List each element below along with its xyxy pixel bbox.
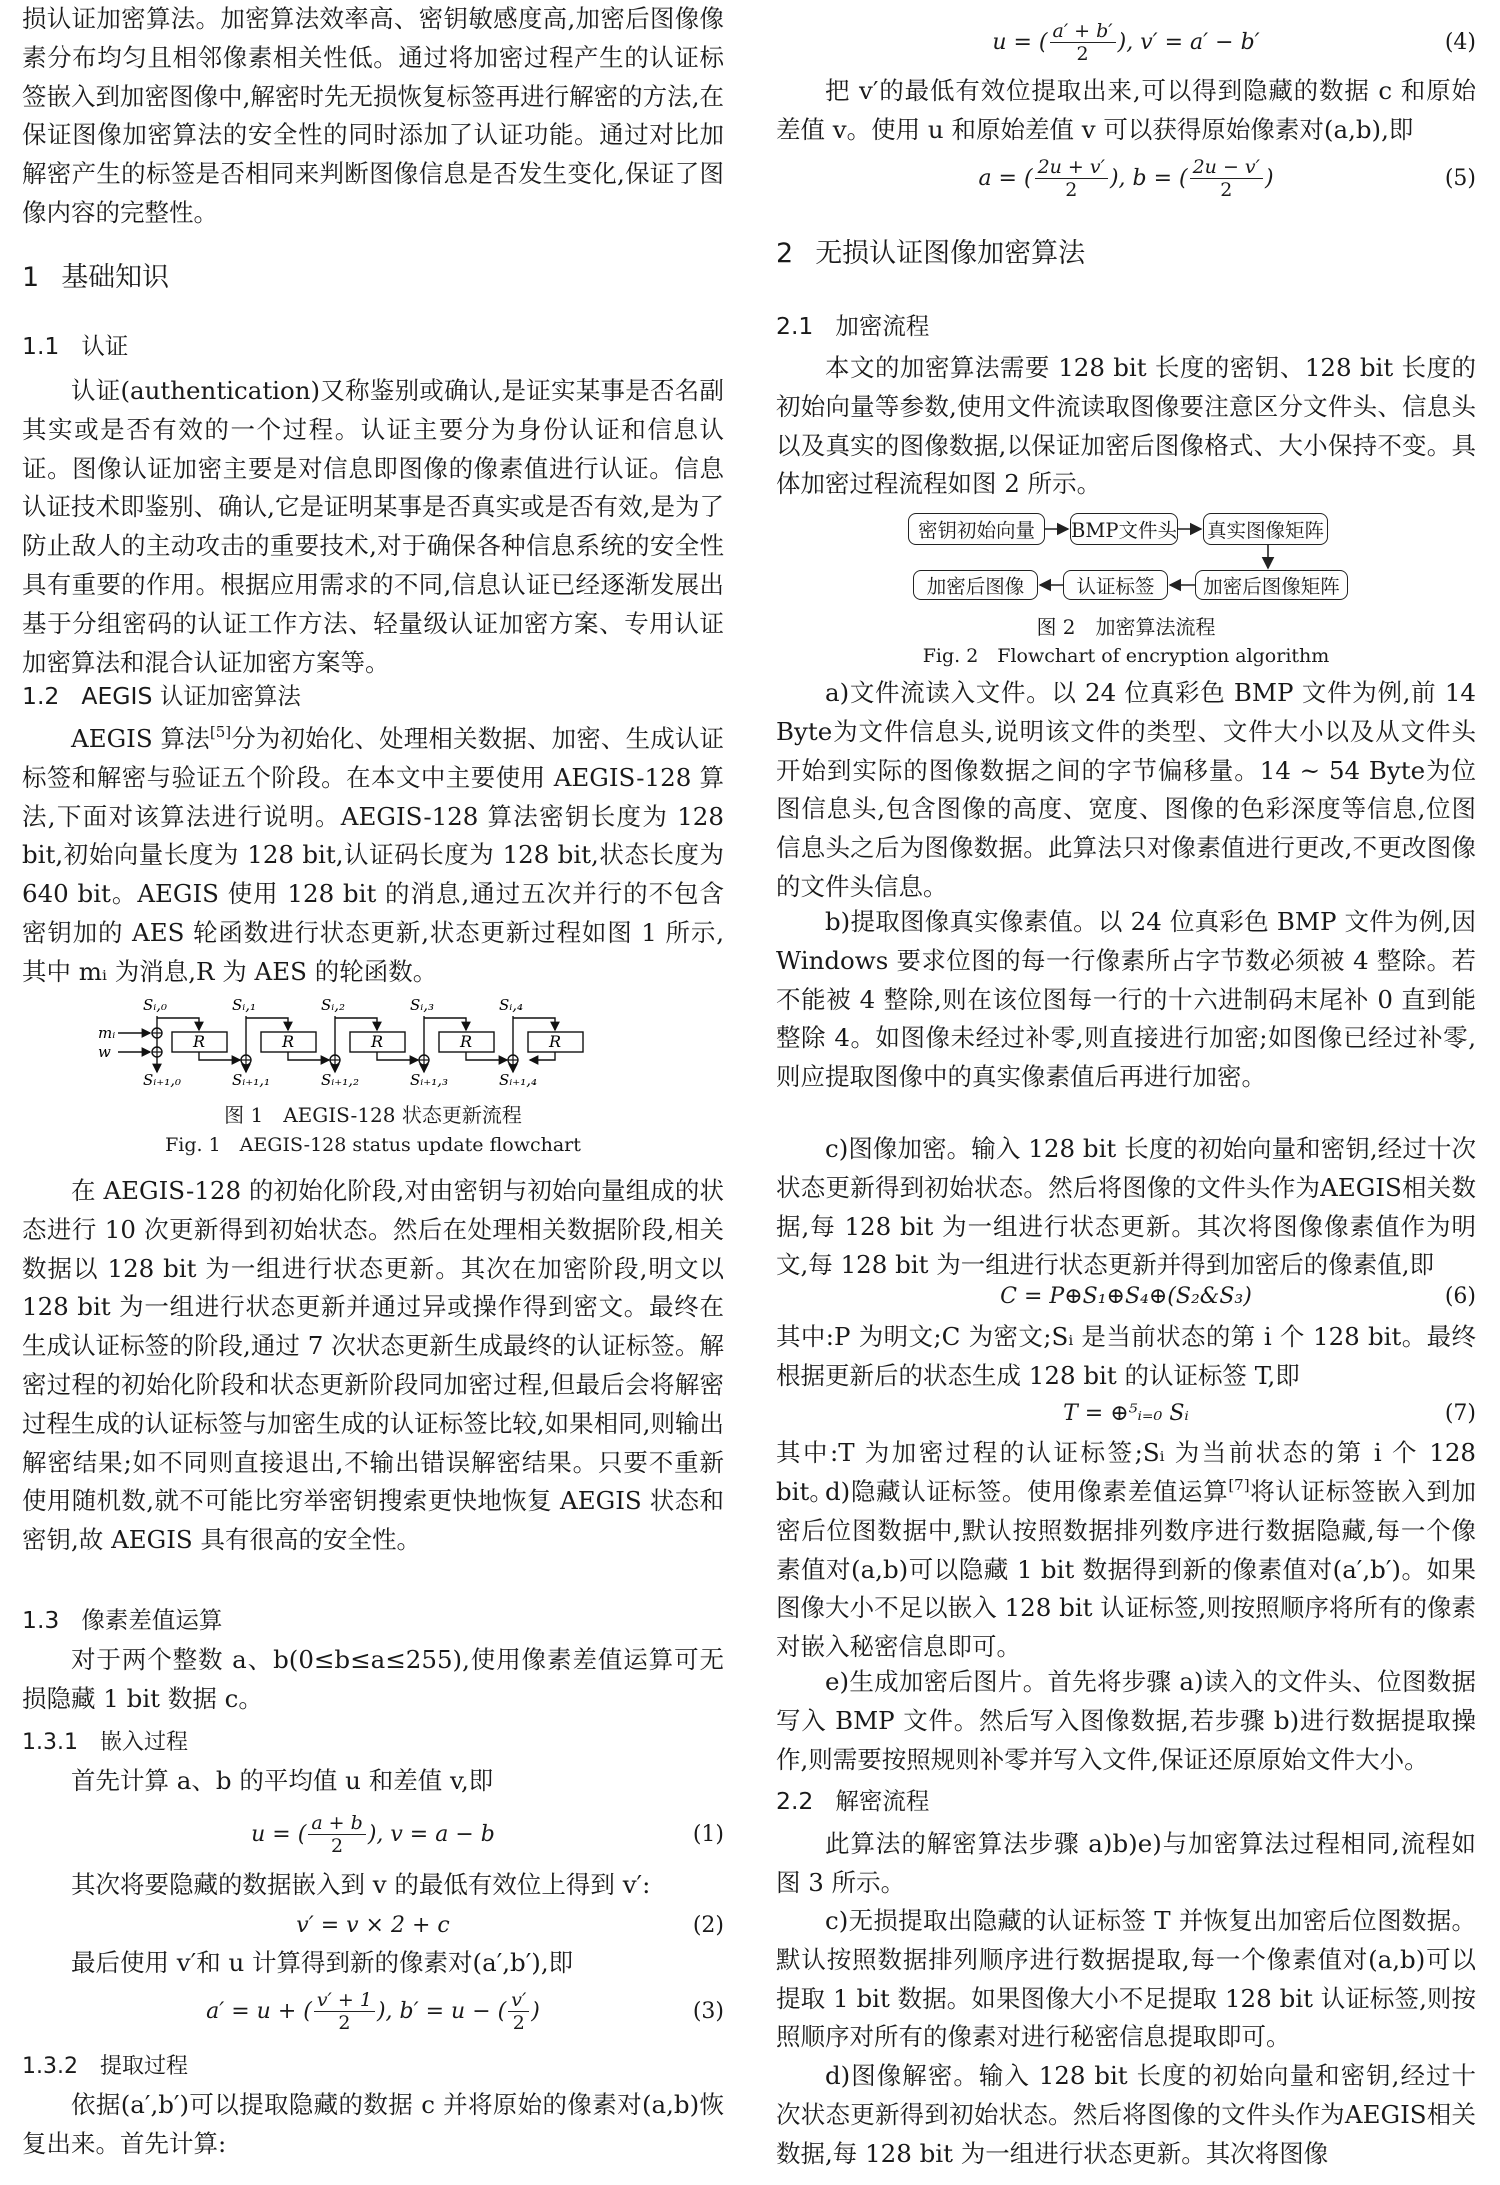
round-function-label: R — [281, 1032, 295, 1051]
fraction — [308, 1812, 366, 1857]
state-label-top: Sᵢ,₃ — [410, 996, 435, 1014]
paragraph-aegis — [22, 720, 724, 992]
equation-number: (7) — [1444, 1400, 1476, 1426]
section-heading-2-2 — [776, 1781, 1476, 1821]
section-title: 无损认证图像加密算法 — [815, 238, 1086, 269]
flow-box-real-image-matrix: 真实图像矩阵 — [1203, 513, 1328, 545]
state-label-top: Sᵢ,₂ — [321, 996, 346, 1014]
section-title: 提取过程 — [99, 2054, 188, 2079]
equation-3 — [22, 1983, 724, 2039]
numerator: 2u − v′ — [1190, 156, 1263, 179]
equation-number: (2) — [692, 1912, 724, 1938]
paragraph-extract-lsb: 把 v′的最低有效位提取出来,可以得到隐藏的数据 c 和原始差值 v。使用 u 和原始差值 v 可以获得原始像素对(a,b),即 — [776, 76, 1476, 144]
round-output-arrow — [288, 1052, 329, 1060]
text: 将认证标签嵌入到加密后位图数据中,默认按照数据排列数序进行数据隐藏,每一个像素值对(a,b)可以隐藏 1 bit 数据得到新的像素值对(a′,b′)。如果图像大小不足以嵌入 128 bit 认证标签,则按照顺序将所有的像素对嵌入秘密信息即可。 — [776, 1477, 1477, 1662]
equation-1 — [22, 1806, 724, 1862]
state-label-top: Sᵢ,₄ — [499, 996, 524, 1014]
state-to-round-arrow — [246, 1018, 288, 1030]
section-title: 嵌入过程 — [99, 1730, 188, 1755]
paragraph-embed-3: 最后使用 v′和 u 计算得到新的像素对(a′,b′),即 — [71, 1948, 574, 1977]
eq-text: v′ = v × 2 + c — [296, 1912, 450, 1938]
paragraph-embed-1: 首先计算 a、b 的平均值 u 和差值 v,即 — [71, 1766, 494, 1795]
figure-2-caption-cn: 图 2 加密算法流程 — [1036, 615, 1216, 639]
section-number: 2.1 — [776, 312, 814, 340]
paragraph-embed-2: 其次将要隐藏的数据嵌入到 v 的最低有效位上得到 v′: — [71, 1870, 651, 1899]
citation: [5] — [209, 723, 232, 741]
section-number: 1.1 — [22, 332, 60, 360]
round-function-label: R — [192, 1032, 206, 1051]
state-to-round-arrow — [335, 1018, 377, 1030]
flow-box-key-iv: 密钥初始向量 — [908, 513, 1045, 545]
section-heading-1-3-2 — [22, 2047, 724, 2087]
section-heading-1-3-1 — [22, 1723, 724, 1763]
section-title: AEGIS 认证加密算法 — [81, 682, 301, 710]
denominator: 2 — [338, 2011, 351, 2034]
paragraph-decrypt-step-c: c)无损提取出隐藏的认证标签 T 并恢复出加密后位图数据。默认按照数据排列顺序进行数据提取,每一个像素值对(a,b)可以提取 1 bit 数据。如果图像大小不足提取 128 bit 认证标签,则按照顺序对所有的像素对进行秘密信息提取即可。 — [776, 1906, 1476, 2052]
citation: [7] — [1228, 1476, 1250, 1494]
section-number: 2 — [776, 238, 794, 269]
eq-text: ), v = a − b — [367, 1821, 495, 1847]
state-label-top: Sᵢ,₀ — [143, 996, 168, 1014]
denominator: 2 — [512, 2011, 525, 2034]
round-function-label: R — [370, 1032, 384, 1051]
round-output-arrow — [377, 1052, 418, 1060]
paragraph-step-c-where: 其中:P 为明文;C 为密文;Sᵢ 是当前状态的第 i 个 128 bit。最终根据更新后的状态生成 128 bit 的认证标签 T,即 — [776, 1322, 1476, 1390]
eq-text: ) — [1264, 165, 1274, 191]
section-number: 1.3.1 — [22, 1730, 78, 1755]
fraction — [508, 1989, 529, 2034]
denominator: 2 — [331, 1834, 344, 1857]
state-to-round-arrow — [157, 1018, 199, 1030]
section-title: 认证 — [81, 332, 129, 360]
text: AEGIS 算法 — [71, 724, 210, 753]
figure-1-caption-en: Fig. 1 AEGIS-128 status update flowchart — [165, 1134, 581, 1156]
section-number: 1.3.2 — [22, 2054, 78, 2079]
numerator: v′ — [508, 1989, 529, 2012]
paragraph-step-a: a)文件流读入文件。以 24 位真彩色 BMP 文件为例,前 14 Byte为文件信息头,说明该文件的类型、文件大小以及从文件头开始到实际的图像数据之间的字节偏移量。14 ~ 54 Byte为位图信息头,包含图像的高度、宽度、图像的色彩深度等信息,位图信息头之后为图像数据。此算法只对像素值进行更改,不更改图像的文件头信息。 — [776, 678, 1476, 901]
figure-1-caption-cn: 图 1 AEGIS-128 状态更新流程 — [224, 1103, 522, 1127]
round-output-arrow — [199, 1052, 240, 1060]
section-title: 解密流程 — [835, 1787, 930, 1815]
figure-1-aegis-diagram — [90, 980, 650, 1095]
eq-text: ), b′ = u − ( — [376, 1998, 507, 2024]
round-function-label: R — [459, 1032, 473, 1051]
eq-text: ) — [531, 1998, 540, 2024]
eq-text: u = ( — [251, 1821, 307, 1847]
section-title: 基础知识 — [61, 262, 170, 293]
numerator: a′ + b′ — [1050, 20, 1116, 43]
eq-text: u = ( — [992, 29, 1048, 55]
numerator: a + b — [308, 1812, 366, 1835]
eq-text: a′ = u + ( — [206, 1998, 312, 2024]
equation-number: (6) — [1444, 1283, 1476, 1309]
equation-number: (1) — [692, 1821, 724, 1847]
equation-number: (3) — [692, 1998, 724, 2024]
flow-box-auth-tag: 认证标签 — [1063, 570, 1168, 600]
eq-text: T = ⊕⁵ᵢ₌₀ Sᵢ — [1063, 1400, 1189, 1426]
paragraph-pixel-difference: 对于两个整数 a、b(0≤b≤a≤255),使用像素差值运算可无损隐藏 1 bit 数据 c。 — [22, 1645, 724, 1713]
paragraph-decryption-intro: 此算法的解密算法步骤 a)b)e)与加密算法过程相同,流程如图 3 所示。 — [776, 1829, 1476, 1897]
paragraph-authentication: 认证(authentication)又称鉴别或确认,是证实某事是否名副其实或是否有效的一个过程。认证主要分为身份认证和信息认证。图像认证加密主要是对信息即图像的像素值进行认证。信息认证技术即鉴别、确认,它是证明某事是否真实或是否有效,是为了防止敌人的主动攻击的重要技术,对于确保各种信息系统的安全性具有重要的作用。根据应用需求的不同,信息认证已经逐渐发展出基于分组密码的认证工作方法、轻量级认证加密方案、专用认证加密算法和混合认证加密方案等。 — [22, 376, 724, 677]
state-label-bottom: Sᵢ₊₁,₃ — [410, 1071, 449, 1089]
state-label-bottom: Sᵢ₊₁,₄ — [499, 1071, 538, 1089]
round-output-arrow — [466, 1052, 507, 1060]
eq-text: C = P⊕S₁⊕S₄⊕(S₂&S₃) — [1000, 1283, 1252, 1309]
numerator: 2u + v′ — [1035, 156, 1108, 179]
paragraph-step-d — [776, 1473, 1476, 1667]
state-label-bottom: Sᵢ₊₁,₀ — [143, 1071, 182, 1089]
section-heading-1-3 — [22, 1600, 724, 1640]
text: d)隐藏认证标签。使用像素差值运算 — [825, 1477, 1229, 1506]
equation-7 — [776, 1385, 1476, 1441]
figure-2-caption-en: Fig. 2 Flowchart of encryption algorithm — [922, 645, 1330, 667]
denominator: 2 — [1220, 178, 1233, 201]
paragraph-step-e: e)生成加密后图片。首先将步骤 a)读入的文件头、位图数据写入 BMP 文件。然后写入图像数据,若步骤 b)进行数据提取操作,则需要按照规则补零并写入文件,保证还原原始文件大小。 — [776, 1667, 1476, 1774]
equation-6 — [776, 1268, 1476, 1324]
state-to-round-arrow — [513, 1018, 555, 1030]
text: 分为初始化、处理相关数据、加密、生成认证标签和解密与验证五个阶段。在本文中主要使用 AEGIS-128 算法,下面对该算法进行说明。AEGIS-128 算法密钥长度为 128 bit,初始向量长度为 128 bit,认证码长度为 128 bit,状态长度为 640 bit。AEGIS 使用 128 bit 的消息,通过五次并行的不包含密钥加的 AES 轮函数进行状态更新,状态更新过程如图 1 所示,其中 mᵢ 为消息,R 为 AES 的轮函数。 — [22, 724, 724, 986]
state-label-top: Sᵢ,₁ — [232, 996, 257, 1014]
state-to-round-arrow — [424, 1018, 466, 1030]
denominator: 2 — [1076, 42, 1089, 65]
section-title: 加密流程 — [835, 312, 930, 340]
state-label-bottom: Sᵢ₊₁,₂ — [321, 1071, 360, 1089]
flow-box-bmp-header: BMP文件头 — [1070, 513, 1178, 545]
flow-box-encrypted-image: 加密后图像 — [913, 570, 1038, 600]
section-number: 1 — [22, 262, 40, 293]
section-number: 1.2 — [22, 682, 60, 710]
round-function-label: R — [548, 1032, 562, 1051]
paragraph-encryption-intro: 本文的加密算法需要 128 bit 长度的密钥、128 bit 长度的初始向量等参数,使用文件流读取图像要注意区分文件头、信息头以及真实的图像数据,以保证加密后图像格式、大小保持不变。具体加密过程流程如图 2 所示。 — [776, 353, 1476, 499]
section-number: 1.3 — [22, 1606, 60, 1634]
paragraph-extract: 依据(a′,b′)可以提取隐藏的数据 c 并将原始的像素对(a,b)恢复出来。首先计算: — [22, 2090, 724, 2158]
equation-number: (4) — [1444, 29, 1476, 55]
round-output-arrow — [530, 1052, 555, 1060]
paragraph-aegis-phases: 在 AEGIS-128 的初始化阶段,对由密钥与初始向量组成的状态进行 10 次更新得到初始状态。然后在处理相关数据阶段,相关数据以 128 bit 为一组进行状态更新。其次在加密阶段,明文以 128 bit 为一组进行状态更新并通过异或操作得到密文。最终在生成认证标签的阶段,通过 7 次状态更新生成最终的认证标签。解密过程的初始化阶段和状态更新阶段同加密过程,但最后会将解密过程生成的认证标签与加密生成的认证标签比较,如果相同,则输出解密结果;如不同则直接退出,不输出错误解密结果。只要不重新使用随机数,就不可能比穷举密钥搜索更快地恢复 AEGIS 状态和密钥,故 AEGIS 具有很高的安全性。 — [22, 1176, 724, 1555]
eq-text: ), b = ( — [1109, 165, 1188, 191]
paragraph-step-b: b)提取图像真实像素值。以 24 位真彩色 BMP 文件为例,因 Windows 要求位图的每一行像素所占字节数必须被 4 整除。若不能被 4 整除,则在该位图每一行的十六进制码末尾补 0 直到能整除 4。如图像未经过补零,则直接进行加密;如图像已经过补零,则应提取图像中的真实像素值后再进行加密。 — [776, 907, 1476, 1092]
paragraph-decrypt-step-d: d)图像解密。输入 128 bit 长度的初始向量和密钥,经过十次状态更新得到初始状态。然后将图像的文件头作为AEGIS相关数据,每 128 bit 为一组进行状态更新。其次将图像 — [776, 2061, 1476, 2168]
section-number: 2.2 — [776, 1787, 814, 1815]
flow-box-encrypted-matrix: 加密后图像矩阵 — [1195, 570, 1348, 600]
eq-text: ), v′ = a′ − b′ — [1117, 29, 1260, 55]
equation-number: (5) — [1444, 165, 1476, 191]
fraction — [314, 1989, 375, 2034]
paragraph-step-c-where-2: 其中:T 为加密过程的认证标签;Sᵢ 为当前状态的第 i 个 128 bit。 — [776, 1438, 1476, 1506]
input-m-label: mᵢ — [98, 1024, 116, 1042]
section-title: 像素差值运算 — [81, 1606, 223, 1634]
paragraph-step-c: c)图像加密。输入 128 bit 长度的初始向量和密钥,经过十次状态更新得到初始状态。然后将图像的文件头作为AEGIS相关数据,每 128 bit 为一组进行状态更新。其次将图像像素值作为明文,每 128 bit 为一组进行状态更新并得到加密后的像素值,即 — [776, 1134, 1476, 1280]
input-w-label: w — [98, 1043, 111, 1061]
eq-text: a = ( — [978, 165, 1033, 191]
state-label-bottom: Sᵢ₊₁,₁ — [232, 1071, 271, 1089]
numerator: v′ + 1 — [314, 1989, 375, 2012]
denominator: 2 — [1065, 178, 1078, 201]
paragraph-intro-continued: 损认证加密算法。加密算法效率高、密钥敏感度高,加密后图像像素分布均匀且相邻像素相关性低。通过将加密过程产生的认证标签嵌入到加密图像中,解密时先无损恢复标签再进行解密的方法,在保证图像加密算法的安全性的同时添加了认证功能。通过对比加解密产生的标签是否相同来判断图像信息是否发生变化,保证了图像内容的完整性。 — [22, 4, 724, 227]
